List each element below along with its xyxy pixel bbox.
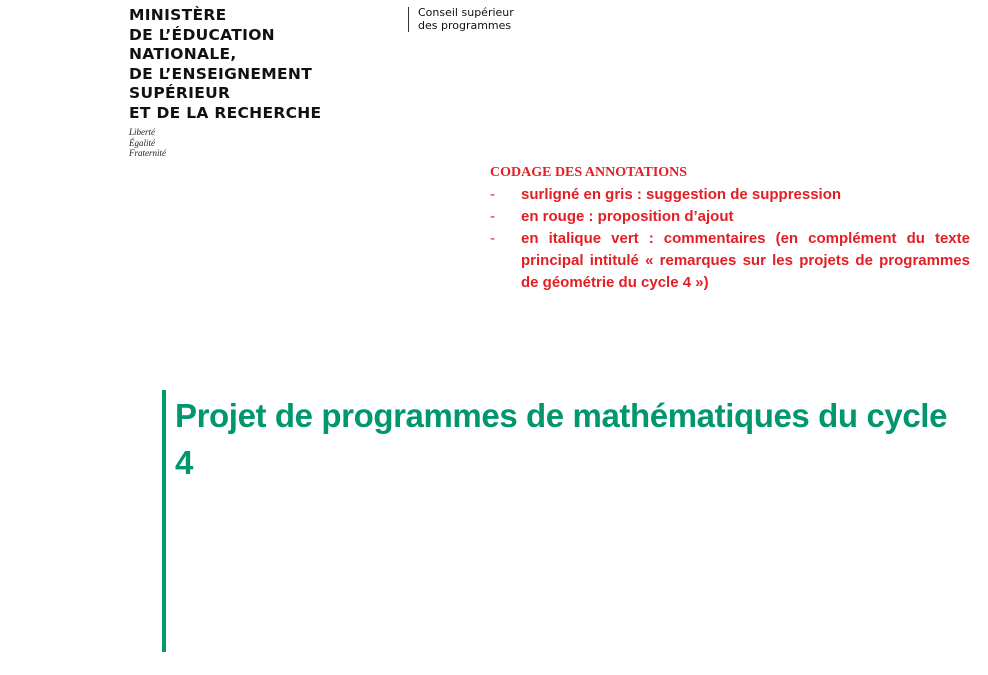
- list-bullet: -: [490, 208, 495, 225]
- motto-egalite: Égalité: [129, 137, 155, 148]
- list-bullet: -: [490, 186, 495, 203]
- annotation-coding-item: [490, 184, 970, 206]
- council-line: des programmes: [418, 18, 512, 32]
- annotation-coding-text: en italique vert : commentaires (en complément du texte principal intitulé « remarques sur les projets de programmes de géométrie du cycle 4 »): [521, 230, 970, 291]
- motto-fraternite: Fraternité: [129, 148, 166, 158]
- annotation-coding-title: CODAGE DES ANNOTATIONS: [490, 165, 688, 180]
- annotation-coding-block: [490, 164, 970, 294]
- republic-motto: [129, 127, 369, 159]
- ministry-line: ET DE LA RECHERCHE: [129, 103, 322, 122]
- annotation-coding-list: [490, 184, 970, 294]
- title-accent-rule: [162, 390, 166, 652]
- council-block: [408, 7, 514, 32]
- list-bullet: -: [490, 230, 495, 247]
- annotation-coding-text: surligné en gris : suggestion de suppression: [521, 186, 842, 203]
- document-title: Projet de programmes de mathématiques du cycle 4: [175, 397, 948, 481]
- ministry-block: [129, 6, 369, 159]
- ministry-line: DE L’ÉDUCATION: [129, 25, 275, 44]
- annotation-coding-item: [490, 206, 970, 228]
- motto-liberte: Liberté: [129, 127, 155, 137]
- ministry-line: SUPÉRIEUR: [129, 84, 231, 102]
- ministry-line: NATIONALE,: [129, 45, 237, 63]
- annotation-coding-item: [490, 228, 970, 294]
- ministry-line: MINISTÈRE: [129, 6, 227, 24]
- ministry-line: DE L’ENSEIGNEMENT: [129, 64, 313, 83]
- council-line: Conseil supérieur: [418, 6, 514, 19]
- annotation-coding-text: en rouge : proposition d’ajout: [521, 208, 734, 225]
